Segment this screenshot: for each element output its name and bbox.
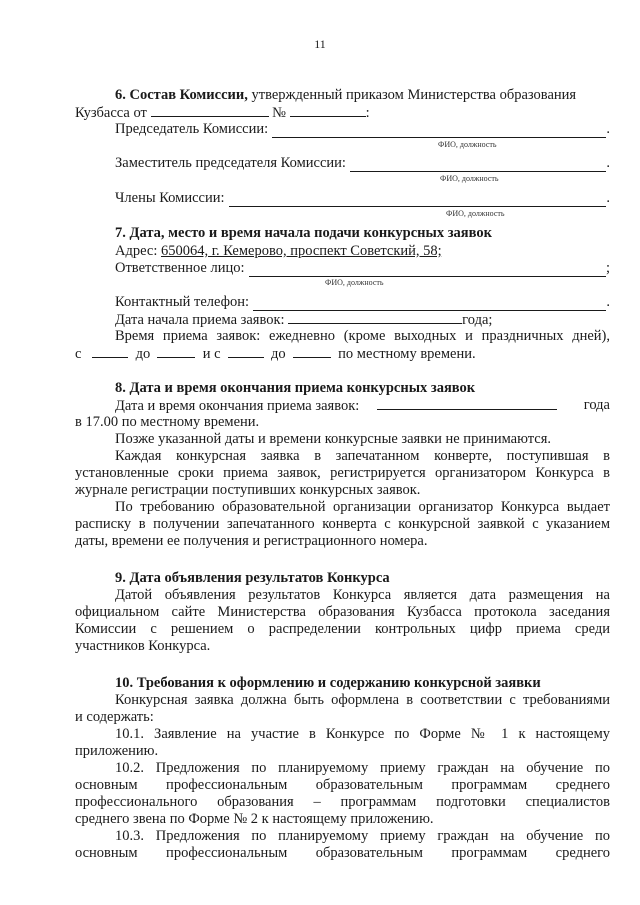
section-7-heading: 7. Дата, место и время начала подачи конкурсных заявок — [115, 225, 492, 241]
responsible-caption: ФИО, должность — [325, 278, 384, 287]
order-number-blank — [290, 104, 366, 117]
reception-time-line: Время приема заявок: ежедневно (кроме выходных и праздничных дней), — [115, 328, 610, 344]
late-note: Позже указанной даты и времени конкурсные заявки не принимаются. — [115, 431, 551, 447]
s9-l2: официальном сайте Министерства образования Кузбасса протокола заседания — [75, 604, 610, 620]
s9-l4: участников Конкурса. — [75, 638, 211, 654]
phone-blank — [253, 298, 606, 311]
chairman-blank — [272, 125, 606, 138]
s8-p2-l3: даты, времени ее получения и регистрационного номера. — [75, 533, 428, 549]
reception-hours-line: с до и с до по местному времени. — [75, 346, 476, 362]
s8-p2-l2: расписку в получении запечатанного конверта с конкурсной заявкой с указанием — [75, 516, 610, 532]
s9-l1: Датой объявления результатов Конкурса является дата размещения на — [115, 587, 610, 603]
s8-p1-l1: Каждая конкурсная заявка в запечатанном конверте, поступившая в — [115, 448, 610, 464]
start-date-line: Дата начала приема заявок: года; — [115, 312, 493, 328]
order-date-blank — [151, 104, 269, 117]
s10-item2-l2: основным профессиональным образовательным программам среднего — [75, 777, 610, 793]
s10-intro-l2: и содержать: — [75, 709, 154, 725]
responsible-line: Ответственное лицо: ; — [115, 260, 610, 276]
s10-item2-l1: 10.2. Предложения по планируемому приему граждан на обучение по — [115, 760, 610, 776]
s8-p1-l3: журнале регистрации поступивших конкурсных заявок. — [75, 482, 421, 498]
s10-item3-l1: 10.3. Предложения по планируемому приему граждан на обучение по — [115, 828, 610, 844]
section-9-heading: 9. Дата объявления результатов Конкурса — [115, 570, 390, 586]
address-line: Адрес: 650064, г. Кемерово, проспект Советский, 58; — [115, 243, 442, 259]
members-line: Члены Комиссии: . — [115, 190, 610, 206]
deputy-blank — [350, 159, 606, 172]
address-value: 650064, г. Кемерово, проспект Советский, 58; — [161, 243, 442, 259]
section-10-heading: 10. Требования к оформлению и содержанию конкурсной заявки — [115, 675, 541, 691]
deputy-caption: ФИО, должность — [440, 174, 499, 183]
chairman-line: Председатель Комиссии: . — [115, 121, 610, 137]
end-date-time: в 17.00 по местному времени. — [75, 414, 260, 430]
chairman-caption: ФИО, должность — [438, 140, 497, 149]
end-date-line: Дата и время окончания приема заявок: года — [115, 397, 610, 414]
s10-item2-l4: среднего звена по Форме № 2 к настоящему приложению. — [75, 811, 434, 827]
members-caption: ФИО, должность — [446, 209, 505, 218]
phone-line: Контактный телефон: . — [115, 294, 610, 310]
s10-item2-l3: профессионального образования – программам подготовки специалистов — [75, 794, 610, 810]
page-number: 11 — [314, 37, 326, 51]
members-blank — [229, 194, 607, 207]
deputy-line: Заместитель председателя Комиссии: . — [115, 155, 610, 171]
start-date-blank — [288, 311, 462, 324]
s8-p1-l2: установленные сроки приема заявок, регистрируется организатором Конкурса в — [75, 465, 610, 481]
end-date-blank — [377, 397, 557, 410]
s10-intro-l1: Конкурсная заявка должна быть оформлена в соответствии с требованиями — [115, 692, 610, 708]
s8-p2-l1: По требованию образовательной организации организатор Конкурса выдает — [115, 499, 610, 515]
section-8-heading: 8. Дата и время окончания приема конкурсных заявок — [115, 380, 476, 396]
section-6-order-line: Кузбасса от № : — [75, 105, 370, 121]
s10-item3-l2: основным профессиональным образовательным программам среднего — [75, 845, 610, 861]
s10-item1-l1: 10.1. Заявление на участие в Конкурсе по Форме № 1 к настоящему — [115, 726, 610, 742]
s10-item1-l2: приложению. — [75, 743, 159, 759]
section-6-heading: 6. Состав Комиссии, утвержденный приказом Министерства образования — [115, 87, 577, 103]
responsible-blank — [249, 264, 606, 277]
s9-l3: Комиссии с решением о распределении контрольных цифр приема среди — [75, 621, 610, 637]
